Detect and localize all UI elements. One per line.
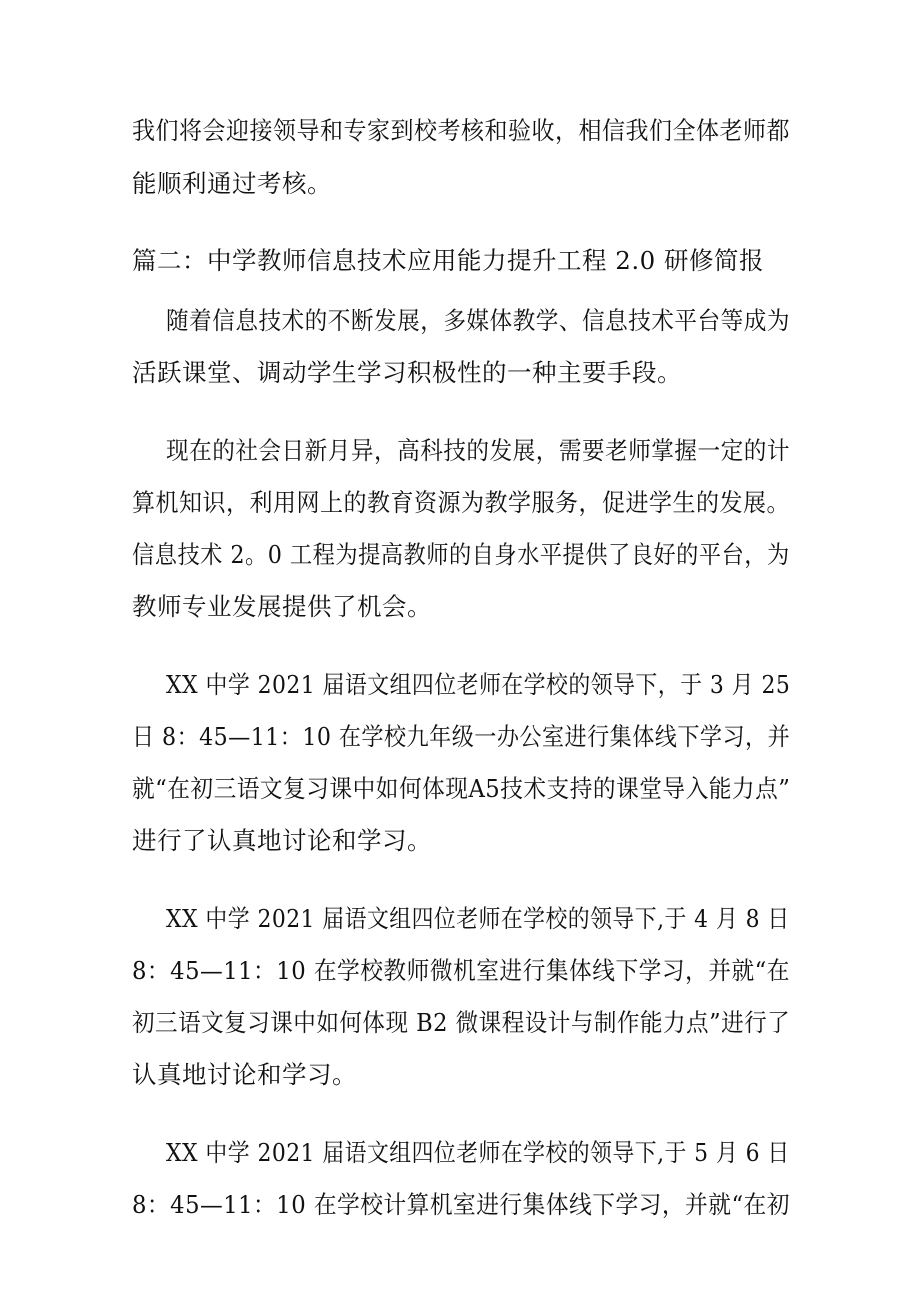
paragraph-4-line-2: 日 8：45—11：10 在学校九年级一办公室进行集体线下学习，并: [132, 722, 791, 751]
paragraph-3-line-4: 教师专业发展提供了机会。: [132, 592, 432, 621]
paragraph-2-line-1: 随着信息技术的不断发展，多媒体教学、信息技术平台等成为: [166, 306, 790, 335]
paragraph-6-line-1: XX 中学 2021 届语文组四位老师在学校的领导下,于 5 月 6 日: [166, 1138, 790, 1167]
paragraph-3-line-3: 信息技术 2。0 工程为提高教师的自身水平提供了良好的平台，为: [132, 540, 790, 569]
paragraph-4-line-4: 进行了认真地讨论和学习。: [132, 826, 432, 855]
paragraph-4-line-1: XX 中学 2021 届语文组四位老师在学校的领导下，于 3 月 25: [166, 670, 791, 699]
paragraph-5-line-3: 初三语文复习课中如何体现 B2 微课程设计与制作能力点”进行了: [132, 1008, 791, 1037]
paragraph-5-line-4: 认真地讨论和学习。: [132, 1060, 357, 1089]
paragraph-3-line-2: 算机知识，利用网上的教育资源为教学服务，促进学生的发展。: [132, 488, 790, 517]
section-heading: 篇二：中学教师信息技术应用能力提升工程 2.0 研修简报: [132, 246, 765, 275]
paragraph-4-line-3: 就“在初三语文复习课中如何体现A5技术支持的课堂导入能力点”: [132, 774, 791, 803]
paragraph-6-line-2: 8：45—11：10 在学校计算机室进行集体线下学习，并就“在初: [132, 1190, 790, 1219]
paragraph-1-line-1: 我们将会迎接领导和专家到校考核和验收，相信我们全体老师都: [132, 116, 790, 145]
paragraph-5-line-2: 8：45—11：10 在学校教师微机室进行集体线下学习，并就“在: [132, 956, 790, 985]
paragraph-2-line-2: 活跃课堂、调动学生学习积极性的一种主要手段。: [132, 358, 682, 387]
paragraph-1-line-2: 能顺利通过考核。: [132, 169, 332, 198]
paragraph-3-line-1: 现在的社会日新月异，高科技的发展，需要老师掌握一定的计: [166, 436, 790, 465]
paragraph-5-line-1: XX 中学 2021 届语文组四位老师在学校的领导下,于 4 月 8 日: [166, 904, 790, 933]
